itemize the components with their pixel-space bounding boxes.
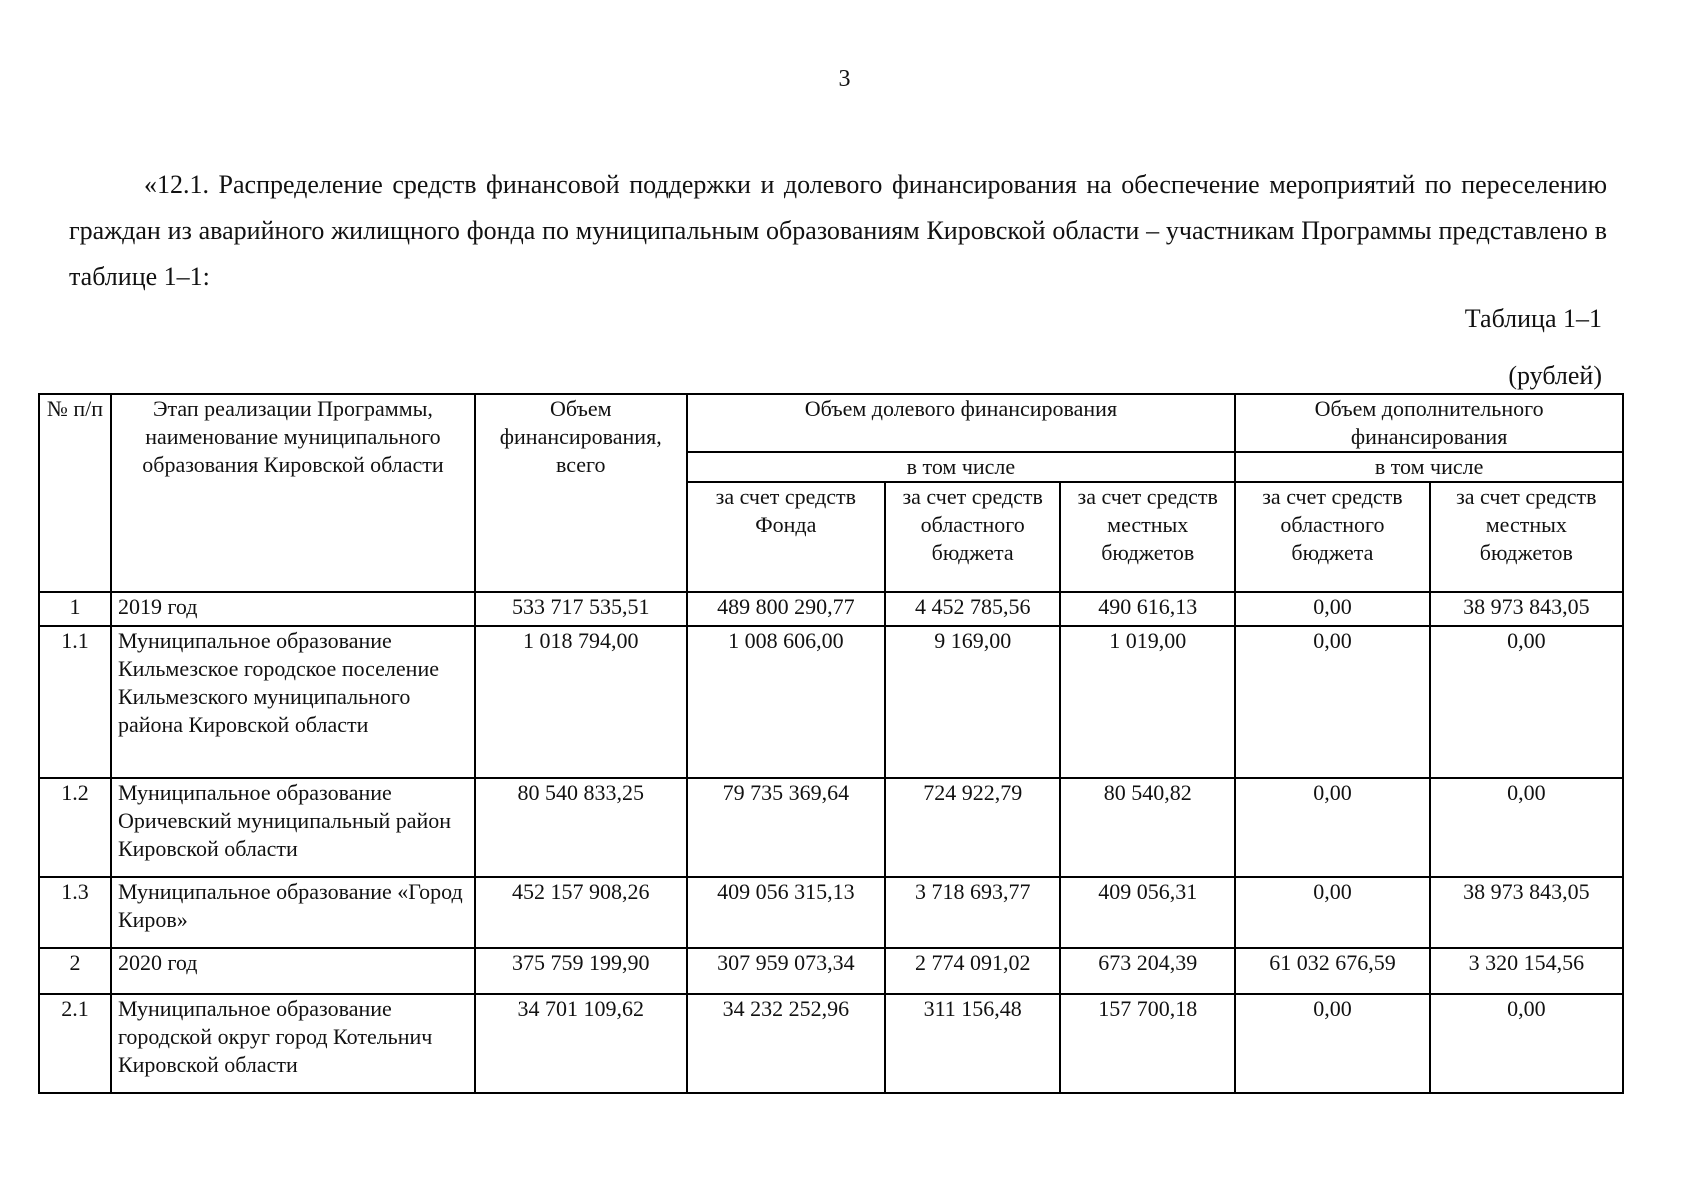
header-incl-additional: в том числе [1235, 452, 1623, 482]
cell-add-regional: 0,00 [1235, 994, 1429, 1093]
cell-add-local: 0,00 [1430, 778, 1623, 877]
cell-add-regional: 0,00 [1235, 626, 1429, 778]
table-caption: Таблица 1–1 [1464, 304, 1602, 333]
cell-regional: 4 452 785,56 [885, 592, 1060, 626]
cell-local: 490 616,13 [1060, 592, 1235, 626]
cell-total: 533 717 535,51 [475, 592, 687, 626]
table-row [39, 948, 1623, 994]
header-local: за счет средств местных бюджетов [1060, 482, 1235, 592]
cell-local: 80 540,82 [1060, 778, 1235, 877]
cell-total: 34 701 109,62 [475, 994, 687, 1093]
cell-num: 1.2 [39, 778, 111, 877]
cell-add-regional: 0,00 [1235, 592, 1429, 626]
cell-name: Муниципальное образование «Город Киров» [111, 877, 475, 948]
cell-num: 2.1 [39, 994, 111, 1093]
cell-name: Муниципальное образование городской округ город Котельнич Кировской области [111, 994, 475, 1093]
cell-fund: 1 008 606,00 [687, 626, 886, 778]
cell-name: 2020 год [111, 948, 475, 994]
unit-caption: (рублей) [1508, 361, 1602, 390]
cell-add-local: 38 973 843,05 [1430, 877, 1623, 948]
cell-add-regional: 0,00 [1235, 877, 1429, 948]
cell-name: 2019 год [111, 592, 475, 626]
header-total: Объем финансирования, всего [475, 394, 687, 592]
intro-paragraph: «12.1. Распределение средств финансовой поддержки и долевого финансирования на обеспечение мероприятий по переселению граждан из аварийного жилищного фонда по муниципальным образованиям Кировской области – участникам Программы представлено в таблице 1–1: [69, 170, 1607, 291]
header-incl-shared: в том числе [687, 452, 1236, 482]
page-number: 3 [838, 66, 851, 92]
cell-fund: 489 800 290,77 [687, 592, 886, 626]
cell-regional: 311 156,48 [885, 994, 1060, 1093]
cell-add-local: 38 973 843,05 [1430, 592, 1623, 626]
table-row [39, 994, 1623, 1093]
cell-regional: 724 922,79 [885, 778, 1060, 877]
cell-regional: 9 169,00 [885, 626, 1060, 778]
header-regional: за счет средств областного бюджета [885, 482, 1060, 592]
cell-local: 673 204,39 [1060, 948, 1235, 994]
cell-fund: 34 232 252,96 [687, 994, 886, 1093]
cell-fund: 307 959 073,34 [687, 948, 886, 994]
cell-add-local: 3 320 154,56 [1430, 948, 1623, 994]
table-row [39, 592, 1623, 626]
cell-regional: 3 718 693,77 [885, 877, 1060, 948]
cell-name: Муниципальное образование Оричевский муниципальный район Кировской области [111, 778, 475, 877]
table-row [39, 778, 1623, 877]
cell-local: 157 700,18 [1060, 994, 1235, 1093]
cell-fund: 409 056 315,13 [687, 877, 886, 948]
cell-add-local: 0,00 [1430, 994, 1623, 1093]
cell-add-local: 0,00 [1430, 626, 1623, 778]
header-shared: Объем долевого финансирования [687, 394, 1236, 452]
cell-total: 80 540 833,25 [475, 778, 687, 877]
cell-total: 1 018 794,00 [475, 626, 687, 778]
cell-num: 1.3 [39, 877, 111, 948]
cell-local: 409 056,31 [1060, 877, 1235, 948]
cell-num: 1.1 [39, 626, 111, 778]
header-add-local: за счет средств местных бюджетов [1430, 482, 1623, 592]
header-fund: за счет средств Фонда [687, 482, 886, 592]
table-row [39, 877, 1623, 948]
cell-name: Муниципальное образование Кильмезское городское поселение Кильмезского муниципального района Кировской области [111, 626, 475, 778]
header-additional: Объем дополнительного финансирования [1235, 394, 1623, 452]
cell-num: 1 [39, 592, 111, 626]
table-row [39, 626, 1623, 778]
financing-table [38, 393, 1624, 1094]
header-stage: Этап реализации Программы, наименование муниципального образования Кировской области [111, 394, 475, 592]
cell-num: 2 [39, 948, 111, 994]
cell-add-regional: 0,00 [1235, 778, 1429, 877]
cell-fund: 79 735 369,64 [687, 778, 886, 877]
cell-total: 375 759 199,90 [475, 948, 687, 994]
cell-add-regional: 61 032 676,59 [1235, 948, 1429, 994]
header-num: № п/п [39, 394, 111, 592]
cell-regional: 2 774 091,02 [885, 948, 1060, 994]
cell-local: 1 019,00 [1060, 626, 1235, 778]
header-add-regional: за счет средств областного бюджета [1235, 482, 1429, 592]
cell-total: 452 157 908,26 [475, 877, 687, 948]
